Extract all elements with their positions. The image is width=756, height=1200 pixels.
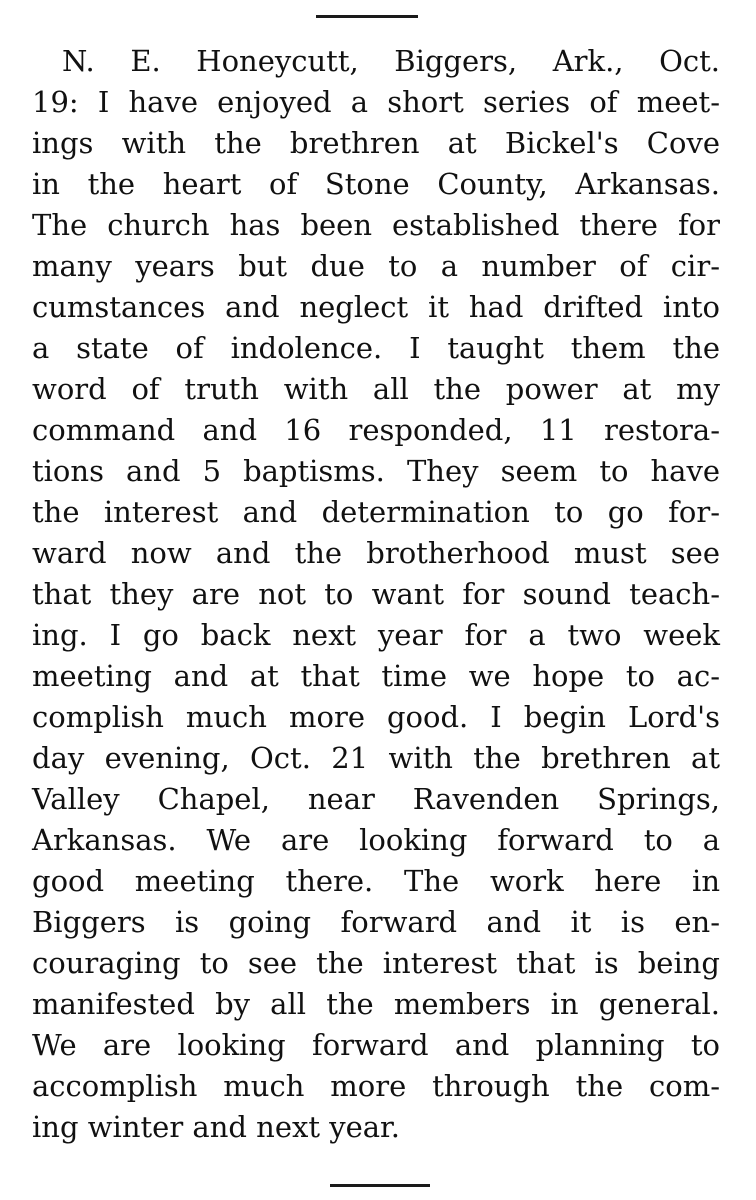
article-line: good meeting there. The work here in: [32, 864, 720, 898]
article-line: the interest and determination to go for-: [32, 495, 720, 529]
article-line: many years but due to a number of cir-: [32, 249, 720, 283]
article-line: Arkansas. We are looking forward to a: [32, 823, 720, 857]
article-line: word of truth with all the power at my: [32, 372, 720, 406]
article-line: 19: I have enjoyed a short series of meet-: [32, 85, 720, 119]
article-line: in the heart of Stone County, Arkansas.: [32, 167, 720, 201]
article-line: complish much more good. I begin Lord's: [32, 700, 720, 734]
article-line: day evening, Oct. 21 with the brethren at: [32, 741, 720, 775]
article-line: N. E. Honeycutt, Biggers, Ark., Oct.: [62, 44, 720, 78]
article-line: ing winter and next year.: [32, 1110, 400, 1144]
article-line: meeting and at that time we hope to ac-: [32, 659, 720, 693]
article-line: ing. I go back next year for a two week: [32, 618, 720, 652]
article-line: ward now and the brotherhood must see: [32, 536, 720, 570]
article-line: that they are not to want for sound teach-: [32, 577, 720, 611]
article-line: cumstances and neglect it had drifted into: [32, 290, 720, 324]
article-line: ings with the brethren at Bickel's Cove: [32, 126, 720, 160]
article-line: command and 16 responded, 11 restora-: [32, 413, 720, 447]
article-line: manifested by all the members in general.: [32, 987, 720, 1021]
article-line: a state of indolence. I taught them the: [32, 331, 720, 365]
article-line: Valley Chapel, near Ravenden Springs,: [32, 782, 720, 816]
bottom-divider-rule: [330, 1184, 430, 1187]
article-line: accomplish much more through the com-: [32, 1069, 720, 1103]
article-line: tions and 5 baptisms. They seem to have: [32, 454, 720, 488]
top-divider-rule: [316, 15, 418, 18]
article-line: couraging to see the interest that is being: [32, 946, 720, 980]
article-line: We are looking forward and planning to: [32, 1028, 720, 1062]
article-line: The church has been established there for: [32, 208, 720, 242]
article-line: Biggers is going forward and it is en-: [32, 905, 720, 939]
